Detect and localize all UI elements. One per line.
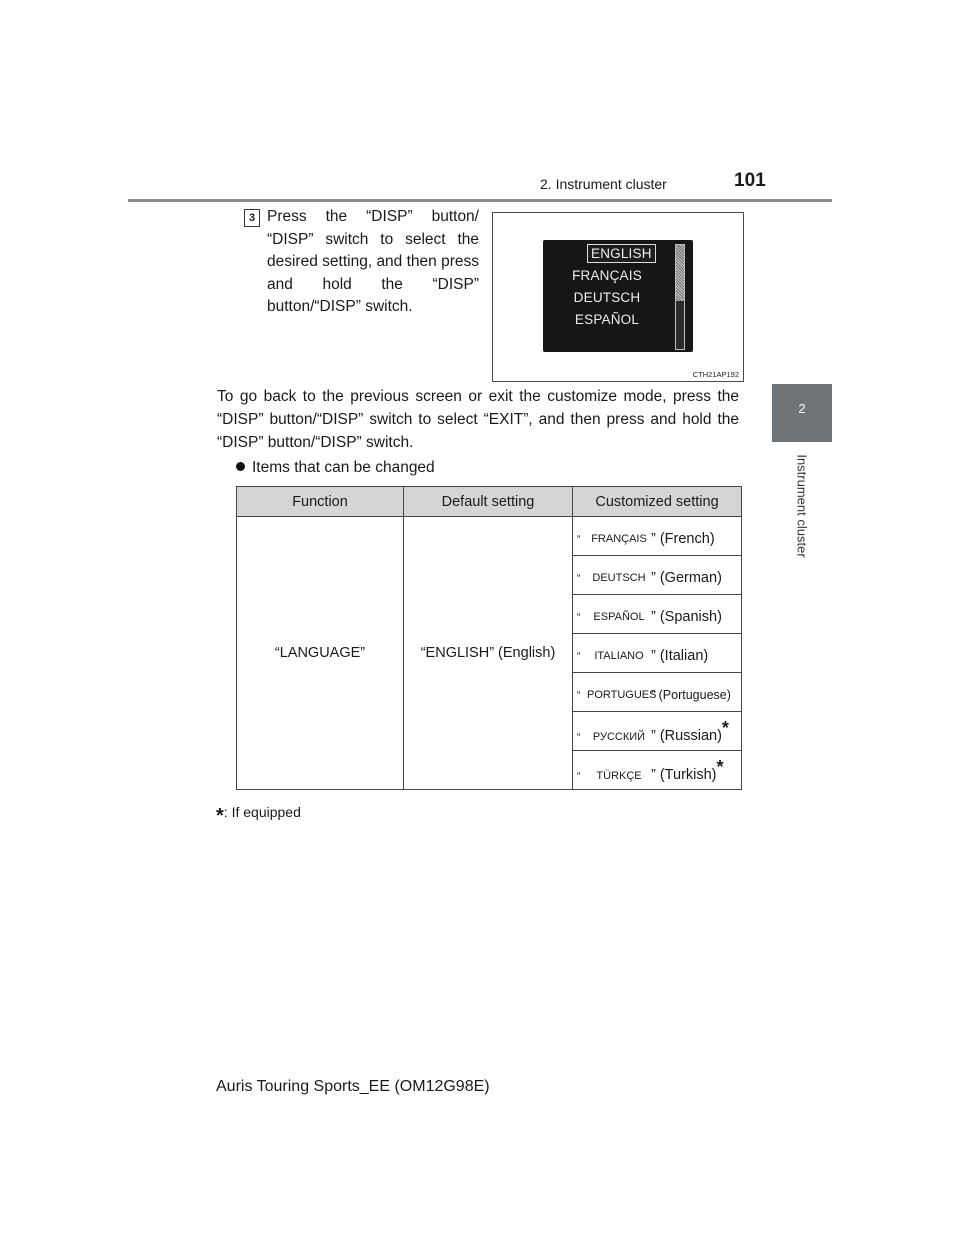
quote-open: “ <box>577 770 581 782</box>
screen-scrollbar <box>675 244 685 350</box>
option-cell <box>573 556 742 595</box>
option-label: FRANÇAIS <box>591 533 647 546</box>
option-cell <box>573 634 742 673</box>
quote-open: “ <box>577 690 581 702</box>
option-name: ” (French) <box>651 530 715 547</box>
display-illustration <box>492 212 744 382</box>
option-cell <box>573 673 742 712</box>
option-name: ” (Portuguese) <box>651 687 731 702</box>
option-label: TÜRKÇE <box>596 769 642 782</box>
screen-option: ESPAÑOL <box>574 312 640 327</box>
footnote-star: * <box>216 805 224 827</box>
bullet-icon <box>236 462 245 471</box>
quote-open: “ <box>577 731 581 743</box>
option-label: ITALIANO <box>594 650 644 663</box>
table-header: Default setting <box>404 487 573 517</box>
quote-open: “ <box>577 534 581 546</box>
footnote-text: : If equipped <box>223 804 301 820</box>
table-row <box>237 517 742 556</box>
option-label: DEUTSCH <box>592 572 646 585</box>
default-cell: “ENGLISH” (English) <box>404 517 573 790</box>
chapter-label-text: Instrument cluster <box>794 454 810 558</box>
document-footer: Auris Touring Sports_EE (OM12G98E) <box>216 1078 490 1095</box>
header-section-title: 2. Instrument cluster <box>540 176 667 192</box>
instruction-paragraph: To go back to the previous screen or exit the customize mode, press the “DISP” button/“DISP” switch to select “EXIT”, and then press and hold the “DISP” button/“DISP” switch. <box>217 388 739 451</box>
option-name: ” (German) <box>651 569 722 586</box>
step-number-box: 3 <box>244 209 260 227</box>
quote-open: “ <box>577 573 581 585</box>
option-cell <box>573 517 742 556</box>
option-name: ” (Spanish) <box>651 608 722 625</box>
table-header: Customized setting <box>573 487 742 517</box>
screen-option: FRANÇAIS <box>572 268 642 283</box>
chapter-label <box>790 450 814 562</box>
table-header-row <box>237 487 742 517</box>
footnote <box>216 804 301 828</box>
page-number: 101 <box>734 170 766 191</box>
footnote-marker: * <box>721 718 729 739</box>
option-cell <box>573 751 742 790</box>
display-screen <box>543 240 693 352</box>
scrollbar-thumb <box>676 245 684 301</box>
option-label: PORTUGUES <box>587 689 657 702</box>
option-cell <box>573 595 742 634</box>
quote-open: “ <box>577 651 581 663</box>
option-cell <box>573 712 742 751</box>
table-header: Function <box>237 487 404 517</box>
settings-table <box>236 486 742 790</box>
step-text: Press the “DISP” button/ “DISP” switch to select the desired setting, and then press and hold the “DISP” button/“DISP” switch. <box>267 208 479 316</box>
chapter-tab: 2 <box>772 384 832 442</box>
option-name: ” (Italian) <box>651 647 709 664</box>
figure-code: CTH21AP192 <box>692 370 739 379</box>
bullet-text: Items that can be changed <box>252 459 435 476</box>
option-label: РУССКИЙ <box>592 730 646 743</box>
screen-option: DEUTSCH <box>573 290 641 305</box>
option-name: ” (Turkish) <box>651 766 717 783</box>
option-name: ” (Russian) <box>651 727 722 744</box>
function-cell: “LANGUAGE” <box>237 517 404 790</box>
screen-option-selected: ENGLISH <box>587 244 656 263</box>
footnote-marker: * <box>716 757 724 778</box>
quote-open: “ <box>577 612 581 624</box>
option-label: ESPAÑOL <box>593 611 645 624</box>
header-divider <box>128 199 832 202</box>
bullet-item <box>236 459 435 477</box>
